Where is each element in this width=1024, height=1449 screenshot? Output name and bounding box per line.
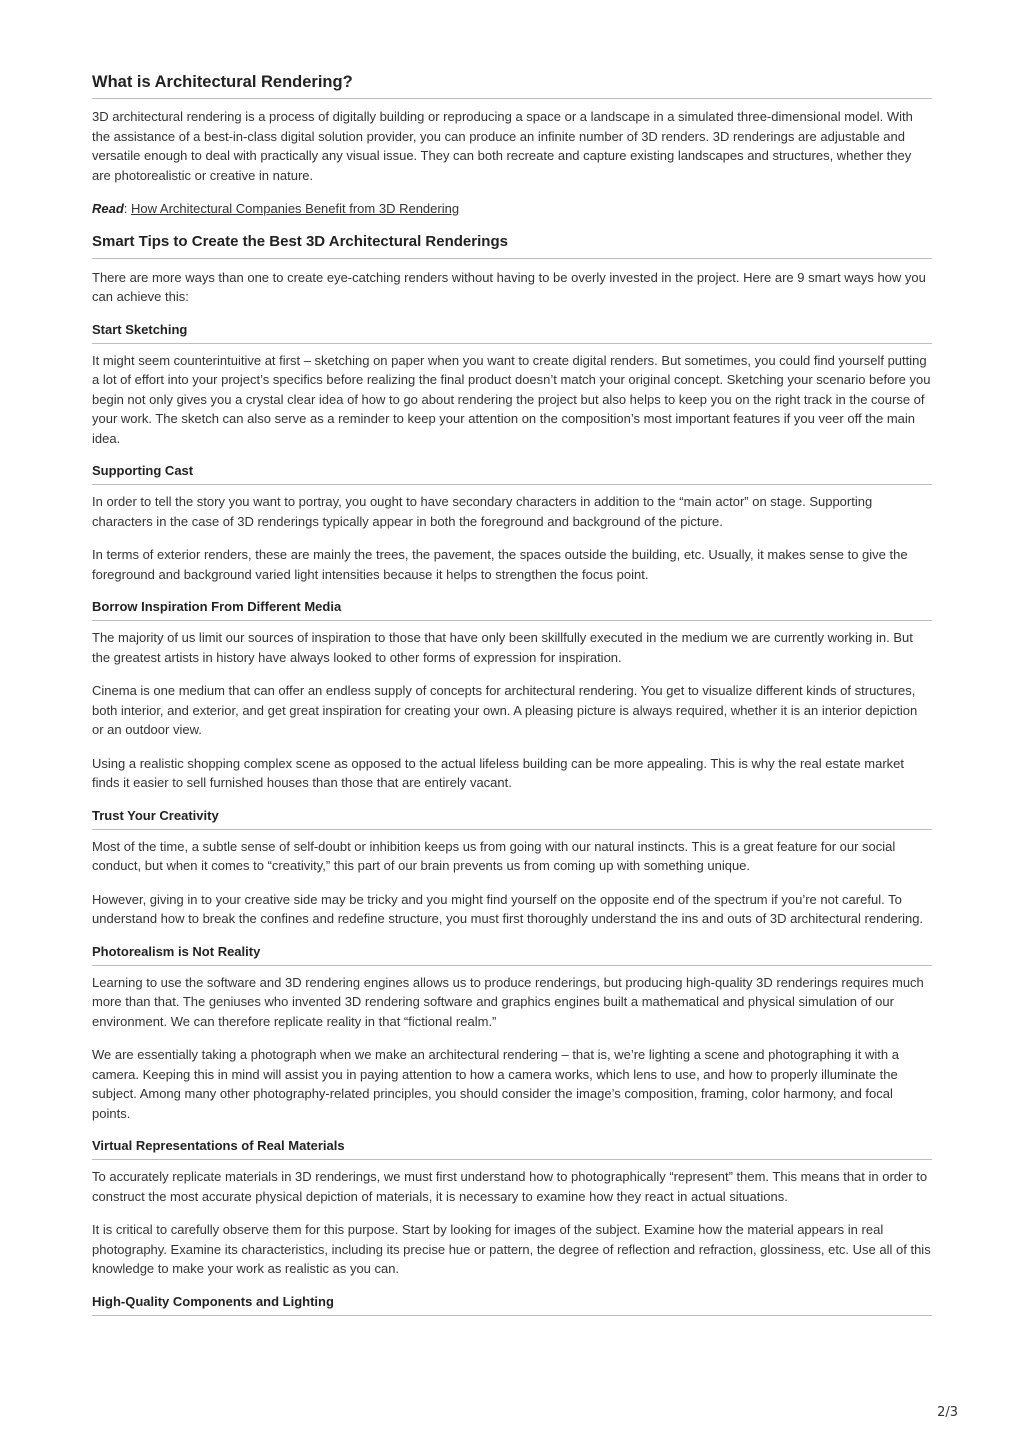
read-link[interactable]: How Architectural Companies Benefit from 3D Rendering	[131, 201, 460, 216]
section-paragraph: In terms of exterior renders, these are mainly the trees, the pavement, the spaces outside the building, etc. Usually, it makes sense to give the foreground and background varied light intensities because it helps to strengthen the focus point.	[92, 547, 908, 582]
section-paragraph: We are essentially taking a photograph when we make an architectural rendering – that is, we’re lighting a scene and photographing it with a camera. Keeping this in mind will assist you in paying attention to how a camera works, which lens to use, and how to properly illuminate the subject. Among many other photography-related principles, you should consider the image’s composition, framing, color harmony, and focal points.	[92, 1047, 899, 1121]
section-heading-supporting-cast: Supporting Cast	[92, 462, 932, 485]
section-heading-high-quality-components: High-Quality Components and Lighting	[92, 1293, 932, 1316]
section-paragraph: It might seem counterintuitive at first – sketching on paper when you want to create digital renders. But sometimes, you could find yourself putting a lot of effort into your project’s specifics before realizing the final product doesn’t match your original concept. Sketching your scenario before you begin not only gives you a crystal clear idea of how to go about rendering the project but also helps to keep you on the right track in the course of your work. The sketch can also serve as a reminder to keep your attention on the composition’s most important features if you veer off the main idea.	[92, 352, 931, 446]
section-heading-trust-your-creativity: Trust Your Creativity	[92, 807, 932, 830]
document-page	[92, 72, 932, 1316]
section-heading-virtual-representations: Virtual Representations of Real Materials	[92, 1137, 932, 1160]
read-separator: :	[123, 201, 132, 216]
section-paragraph: The majority of us limit our sources of inspiration to those that have only been skillfully executed in the medium we are currently working in. But the greatest artists in history have always looked to other forms of expression for inspiration.	[92, 630, 913, 665]
section-paragraph: In order to tell the story you want to portray, you ought to have secondary characters in addition to the “main actor” on stage. Supporting characters in the case of 3D renderings typically appear in both the foreground and background of the picture.	[92, 494, 873, 529]
section-paragraph: Using a realistic shopping complex scene as opposed to the actual lifeless building can be more appealing. This is why the real estate market finds it easier to sell furnished houses than those that are entirely vacant.	[92, 755, 904, 790]
read-label: Read	[92, 201, 124, 216]
intro-paragraph: 3D architectural rendering is a process of digitally building or reproducing a space or a landscape in a simulated three-dimensional model. With the assistance of a best-in-class digital solution provider, you can produce an infinite number of 3D renders. 3D renderings are adjustable and versatile enough to deal with practically any visual issue. They can both recreate and capture existing landscapes and structures, whether they are photorealistic or creative in nature.	[92, 109, 913, 183]
section-paragraph: To accurately replicate materials in 3D renderings, we must first understand how to photographically “represent” them. This means that in order to construct the most accurate physical depiction of materials, it is necessary to examine how they react in actual situations.	[92, 1169, 928, 1204]
section-heading-start-sketching: Start Sketching	[92, 321, 932, 344]
read-line	[92, 199, 932, 219]
page-number: 2/3	[937, 1405, 958, 1420]
section-paragraph: It is critical to carefully observe them for this purpose. Start by looking for images of the subject. Examine how the material appears in real photography. Examine its characteristics, including its precise hue or pattern, the degree of reflection and refraction, glossiness, etc. Use all of this knowledge to make your work as realistic as you can.	[92, 1222, 931, 1276]
section-paragraph: However, giving in to your creative side may be tricky and you might find yourself on the opposite end of the spectrum if you’re not careful. To understand how to break the confines and redefine structure, you must first thoroughly understand the ins and outs of 3D architectural rendering.	[92, 891, 924, 926]
tips-intro-paragraph: There are more ways than one to create eye-catching renders without having to be overly invested in the project. Here are 9 smart ways how you can achieve this:	[92, 269, 926, 304]
section-paragraph: Learning to use the software and 3D rendering engines allows us to produce renderings, but producing high-quality 3D renderings requires much more than that. The geniuses who invented 3D rendering software and graphics engines built a mathematical and physical simulation of our environment. We can therefore replicate reality in that “fictional realm.”	[92, 974, 924, 1029]
section-paragraph: Cinema is one medium that can offer an endless supply of concepts for architectural rendering. You get to visualize different kinds of structures, both interior, and exterior, and get great inspiration for creating your own. A pleasing picture is always required, whether it is an interior depiction or an outdoor view.	[92, 683, 918, 737]
section-paragraph: Most of the time, a subtle sense of self-doubt or inhibition keeps us from going with our natural instincts. This is a great feature for our social conduct, but when it comes to “creativity,” this part of our brain prevents us from coming up with something unique.	[92, 838, 896, 873]
section-heading-photorealism: Photorealism is Not Reality	[92, 943, 932, 966]
tips-heading: Smart Tips to Create the Best 3D Architectural Renderings	[92, 232, 932, 259]
section-heading-borrow-inspiration: Borrow Inspiration From Different Media	[92, 598, 932, 621]
page-title: What is Architectural Rendering?	[92, 72, 932, 99]
